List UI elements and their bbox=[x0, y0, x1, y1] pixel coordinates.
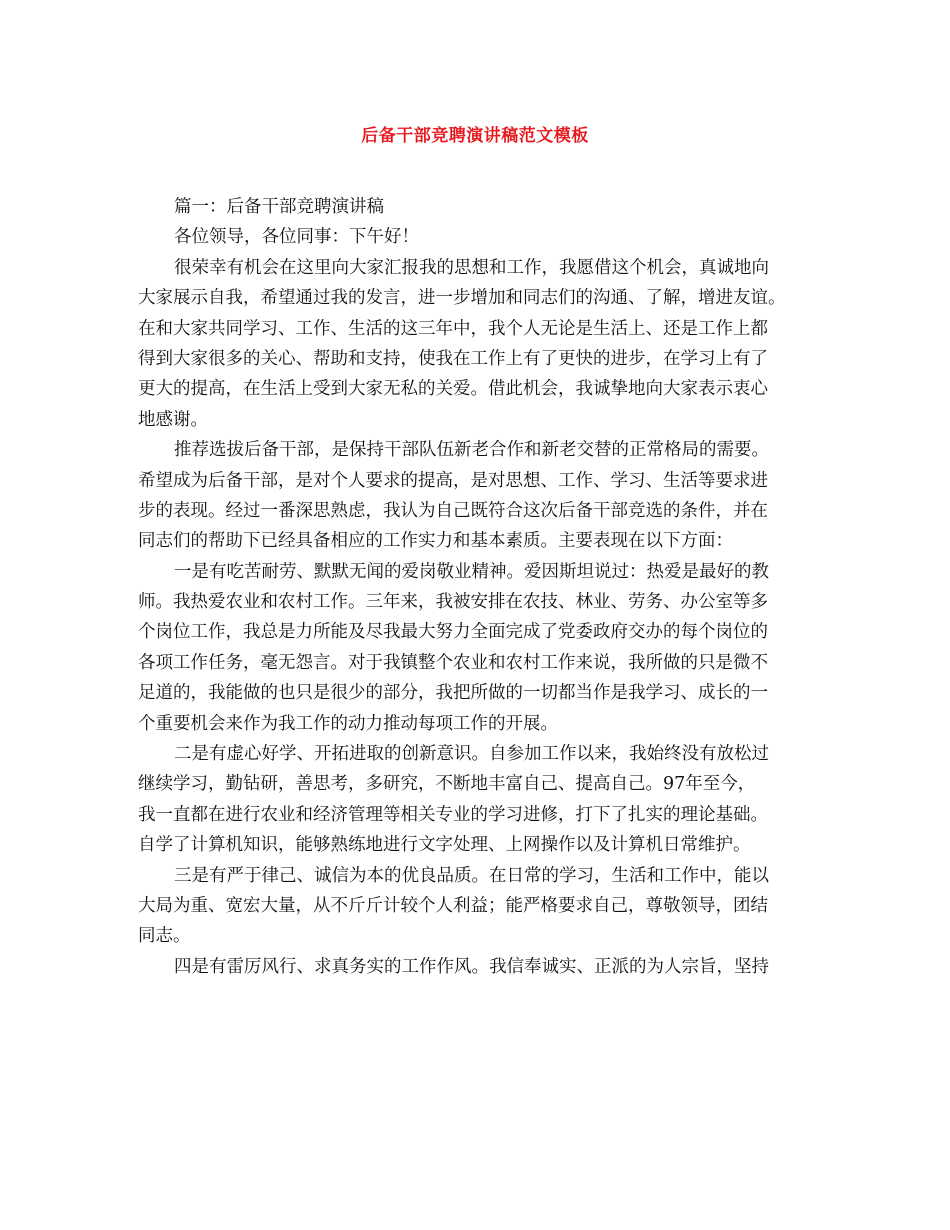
section-heading: 篇一：后备干部竞聘演讲稿 bbox=[174, 197, 384, 217]
paragraph-line: 自学了计算机知识，能够熟练地进行文字处理、上网操作以及计算机日常维护。 bbox=[138, 835, 751, 856]
paragraph-line: 同志。 bbox=[138, 926, 191, 947]
paragraph-line: 大局为重、宽宏大量，从不斤斤计较个人利益；能严格要求自己，尊敬领导，团结 bbox=[138, 895, 768, 916]
paragraph-line: 同志们的帮助下已经具备相应的工作实力和基本素质。主要表现在以下方面： bbox=[138, 531, 733, 552]
paragraph-line: 步的表现。经过一番深思熟虑，我认为自己既符合这次后备干部竞选的条件，并在 bbox=[138, 500, 768, 521]
paragraph-line: 地感谢。 bbox=[138, 409, 208, 430]
paragraph-line: 更大的提高，在生活上受到大家无私的关爱。借此机会，我诚挚地向大家表示衷心 bbox=[138, 379, 768, 400]
paragraph-line: 我一直都在进行农业和经济管理等相关专业的学习进修，打下了扎实的理论基础。 bbox=[138, 804, 768, 825]
paragraph-line: 继续学习，勤钻研，善思考，多研究，不断地丰富自己、提高自己。97年至今， bbox=[138, 774, 756, 795]
paragraph-line: 很荣幸有机会在这里向大家汇报我的思想和工作，我愿借这个机会，真诚地向 bbox=[174, 257, 769, 278]
greeting-line: 各位领导，各位同事：下午好！ bbox=[174, 227, 419, 248]
paragraph-line: 四是有雷厉风行、求真务实的工作作风。我信奉诚实、正派的为人宗旨，坚持 bbox=[174, 956, 769, 977]
paragraph-line: 三是有严于律己、诚信为本的优良品质。在日常的学习，生活和工作中，能以 bbox=[174, 865, 769, 886]
paragraph-line: 推荐选拔后备干部，是保持干部队伍新老合作和新老交替的正常格局的需要。 bbox=[174, 440, 769, 461]
paragraph-line: 师。我热爱农业和农村工作。三年来，我被安排在农技、林业、劳务、办公室等多 bbox=[138, 592, 768, 613]
paragraph-line: 在和大家共同学习、工作、生活的这三年中，我个人无论是生活上、还是工作上都 bbox=[138, 318, 768, 339]
paragraph-line: 得到大家很多的关心、帮助和支持，使我在工作上有了更快的进步，在学习上有了 bbox=[138, 348, 768, 369]
document-title: 后备干部竞聘演讲稿范文模板 bbox=[361, 126, 589, 146]
paragraph-line: 希望成为后备干部，是对个人要求的提高，是对思想、工作、学习、生活等要求进 bbox=[138, 470, 768, 491]
paragraph-line: 二是有虚心好学、开拓进取的创新意识。自参加工作以来，我始终没有放松过 bbox=[174, 744, 769, 765]
paragraph-line: 大家展示自我，希望通过我的发言，进一步增加和同志们的沟通、了解，增进友谊。 bbox=[138, 288, 786, 309]
paragraph-line: 一是有吃苦耐劳、默默无闻的爱岗敬业精神。爱因斯坦说过：热爱是最好的教 bbox=[174, 561, 769, 582]
document-body bbox=[138, 192, 816, 982]
paragraph-line: 个重要机会来作为我工作的动力推动每项工作的开展。 bbox=[138, 713, 558, 734]
paragraph-line: 各项工作任务，毫无怨言。对于我镇整个农业和农村工作来说，我所做的只是微不 bbox=[138, 652, 768, 673]
paragraph-line: 个岗位工作，我总是力所能及尽我最大努力全面完成了党委政府交办的每个岗位的 bbox=[138, 622, 768, 643]
paragraph-line: 足道的，我能做的也只是很少的部分，我把所做的一切都当作是我学习、成长的一 bbox=[138, 683, 768, 704]
